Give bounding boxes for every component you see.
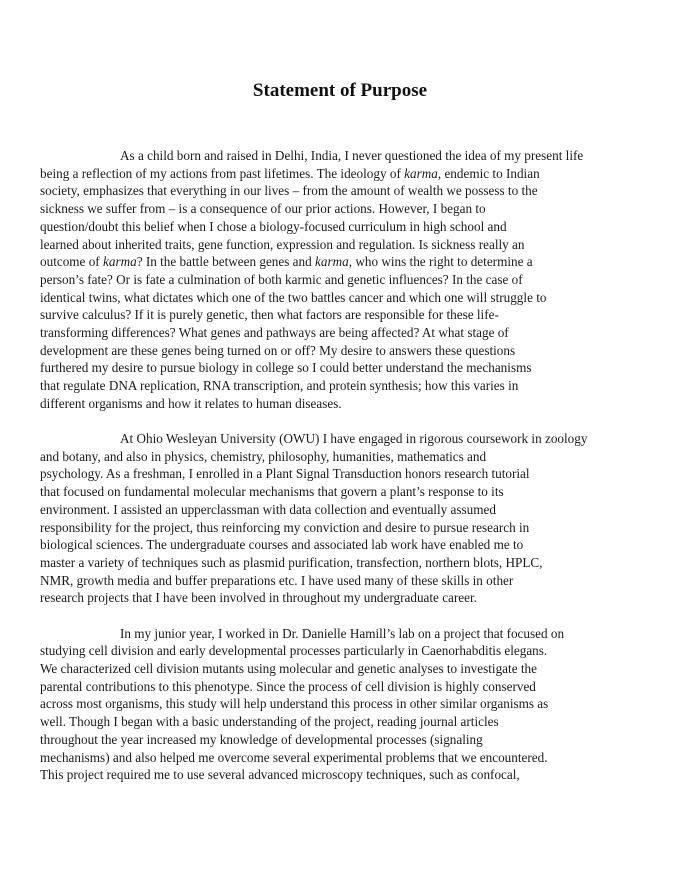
text-line: [40, 289, 599, 307]
text-line: [40, 519, 599, 537]
text-run: This project required me to use several advanced microscopy techniques, such as confocal,: [40, 767, 520, 783]
text-line: [40, 324, 599, 342]
text-line: [40, 165, 599, 183]
paragraph: [40, 430, 599, 607]
text-line: [40, 182, 599, 200]
text-line: [40, 236, 599, 254]
paragraph: [40, 147, 599, 413]
text-line: [40, 589, 599, 607]
text-line: [40, 678, 599, 696]
text-line: [40, 306, 599, 324]
text-run: different organisms and how it relates to human diseases.: [40, 395, 342, 411]
text-run: sickness we suffer from – is a consequence of our prior actions. However, I began to: [40, 201, 486, 217]
document-body: [40, 147, 599, 801]
text-run: ? In the battle between genes and: [136, 254, 316, 270]
text-run: and botany, and also in physics, chemistry, philosophy, humanities, mathematics and: [40, 448, 487, 464]
text-run: research projects that I have been involved in throughout my undergraduate career.: [40, 590, 477, 606]
paragraph: [40, 625, 599, 784]
text-line: [40, 218, 599, 236]
text-run: responsibility for the project, thus reinforcing my conviction and desire to pursue research in: [40, 519, 530, 535]
text-run: identical twins, what dictates which one of the two battles cancer and which one will struggle to: [40, 289, 547, 305]
italic-term: karma: [404, 165, 438, 181]
text-run: throughout the year increased my knowledge of developmental processes (signaling: [40, 731, 483, 747]
text-run: At Ohio Wesleyan University (OWU) I have engaged in rigorous coursework in zoology: [120, 431, 588, 447]
text-line: [40, 200, 599, 218]
text-line: [40, 483, 599, 501]
text-line: [40, 642, 599, 660]
text-line: [40, 359, 599, 377]
text-run: mechanisms) and also helped me overcome several experimental problems that we encountered.: [40, 749, 548, 765]
text-run: that regulate DNA replication, RNA transcription, and protein synthesis; how this varies in: [40, 378, 519, 394]
italic-term: karma: [315, 254, 349, 270]
text-line: [40, 766, 599, 784]
text-line: [80, 147, 599, 165]
text-line: [40, 695, 599, 713]
text-line: [40, 342, 599, 360]
text-run: environment. I assisted an upperclassman with data collection and eventually assumed: [40, 501, 496, 517]
text-run: person’s fate? Or is fate a culmination of both karmic and genetic influences? In the case of: [40, 271, 523, 287]
text-run: learned about inherited traits, gene function, expression and regulation. Is sickness really an: [40, 236, 525, 252]
page-title: Statement of Purpose: [252, 80, 428, 101]
text-run: society, emphasizes that everything in our lives – from the amount of wealth we possess to the: [40, 183, 538, 199]
text-line: [40, 448, 599, 466]
text-line: [80, 625, 599, 643]
text-run: NMR, growth media and buffer preparations etc. I have used many of these skills in other: [40, 572, 514, 588]
text-line: [40, 554, 599, 572]
text-run: , who wins the right to determine a: [348, 254, 533, 270]
text-run: parental contributions to this phenotype. Since the process of cell division is highly conserved: [40, 678, 536, 694]
text-run: , endemic to Indian: [437, 165, 540, 181]
text-line: [40, 536, 599, 554]
text-line: [40, 271, 599, 289]
text-run: We characterized cell division mutants using molecular and genetic analyses to investigate the: [40, 660, 537, 676]
text-run: across most organisms, this study will help understand this process in other similar organisms as: [40, 696, 549, 712]
text-line: [80, 430, 599, 448]
text-line: [40, 377, 599, 395]
text-line: [40, 253, 599, 271]
text-run: psychology. As a freshman, I enrolled in a Plant Signal Transduction honors research tutorial: [40, 466, 530, 482]
text-run: As a child born and raised in Delhi, India, I never questioned the idea of my present life: [120, 148, 584, 163]
text-run: transforming differences? What genes and pathways are being affected? At what stage of: [40, 325, 509, 341]
text-line: [40, 713, 599, 731]
text-run: studying cell division and early developmental processes particularly in Caenorhabditis elegans.: [40, 643, 548, 659]
text-run: outcome of: [40, 254, 103, 270]
text-run: furthered my desire to pursue biology in college so I could better understand the mechanisms: [40, 360, 532, 376]
text-run: question/doubt this belief when I chose a biology-focused curriculum in high school and: [40, 218, 507, 234]
text-line: [40, 465, 599, 483]
text-line: [40, 501, 599, 519]
text-run: well. Though I began with a basic understanding of the project, reading journal articles: [40, 714, 499, 730]
text-run: survive calculus? If it is purely genetic, then what factors are responsible for these life-: [40, 307, 499, 323]
text-line: [40, 572, 599, 590]
text-line: [40, 731, 599, 749]
text-run: In my junior year, I worked in Dr. Danielle Hamill’s lab on a project that focused on: [120, 625, 565, 641]
text-line: [40, 395, 599, 413]
text-run: master a variety of techniques such as plasmid purification, transfection, northern blots, HPLC,: [40, 554, 543, 570]
text-line: [40, 660, 599, 678]
text-run: development are these genes being turned on or off? My desire to answers these questions: [40, 342, 516, 358]
text-run: being a reflection of my actions from past lifetimes. The ideology of: [40, 165, 405, 181]
italic-term: karma: [103, 254, 137, 270]
text-run: that focused on fundamental molecular mechanisms that govern a plant’s response to its: [40, 484, 504, 500]
text-run: biological sciences. The undergraduate courses and associated lab work have enabled me to: [40, 537, 524, 553]
text-line: [40, 749, 599, 767]
